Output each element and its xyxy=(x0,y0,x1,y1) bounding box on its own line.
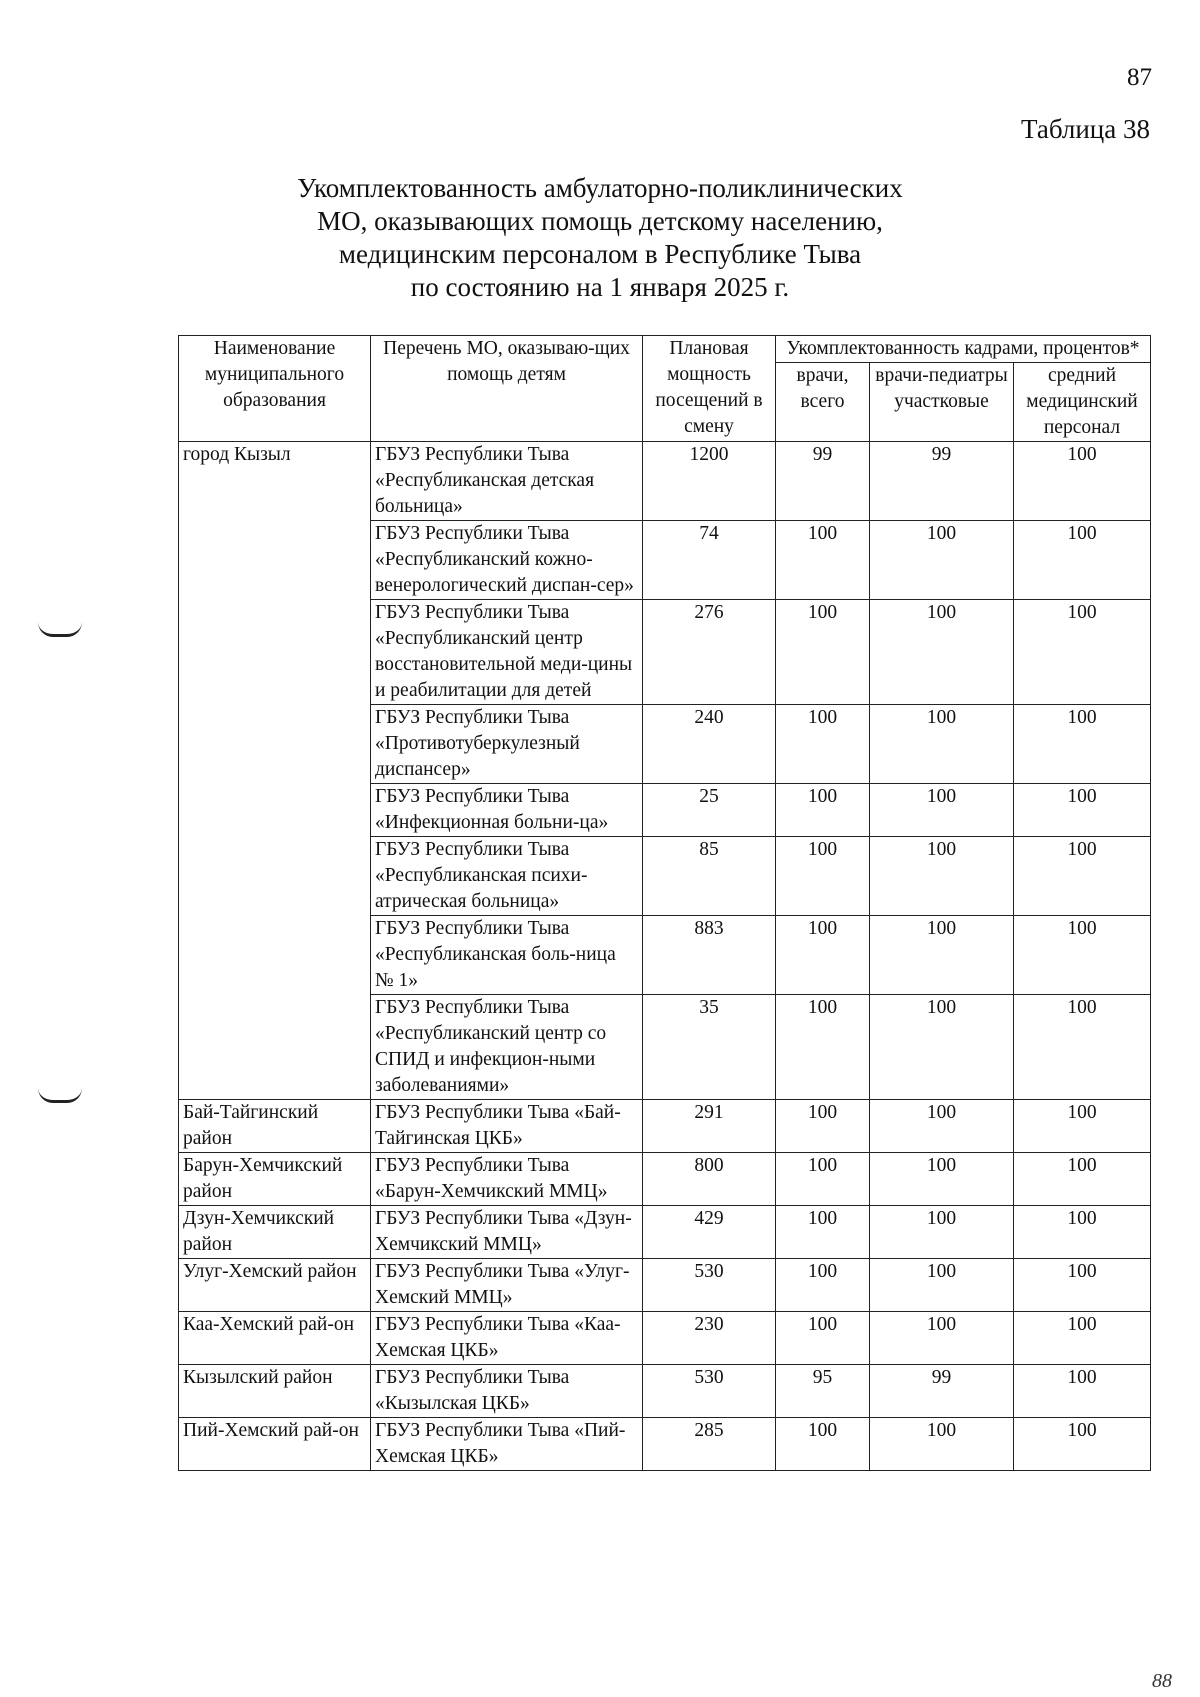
staffing-table xyxy=(178,335,1151,1471)
doctors-cell: 100 xyxy=(776,784,870,837)
table-row xyxy=(179,442,1151,521)
nurses-cell: 100 xyxy=(1014,916,1151,995)
doctors-cell: 100 xyxy=(776,995,870,1100)
pediatricians-cell: 100 xyxy=(870,521,1014,600)
nurses-cell: 100 xyxy=(1014,1100,1151,1153)
table-row xyxy=(179,1153,1151,1206)
title-line: по состоянию на 1 января 2025 г. xyxy=(410,272,790,302)
nurses-cell: 100 xyxy=(1014,784,1151,837)
nurses-cell: 100 xyxy=(1014,1418,1151,1471)
organization-cell: ГБУЗ Республики Тыва «Инфекционная больни-ца» xyxy=(371,784,643,837)
pediatricians-cell: 99 xyxy=(870,1365,1014,1418)
table-row xyxy=(179,1365,1151,1418)
table-row xyxy=(179,1100,1151,1153)
header-organizations: Перечень МО, оказываю-щих помощь детям xyxy=(371,336,643,442)
pediatricians-cell: 100 xyxy=(870,837,1014,916)
capacity-cell: 429 xyxy=(643,1206,776,1259)
title-line: МО, оказывающих помощь детскому населению, xyxy=(317,206,883,236)
capacity-cell: 276 xyxy=(643,600,776,705)
organization-cell: ГБУЗ Республики Тыва «Улуг-Хемский ММЦ» xyxy=(371,1259,643,1312)
capacity-cell: 1200 xyxy=(643,442,776,521)
header-staffing-group: Укомплектованность кадрами, процентов* xyxy=(776,336,1151,363)
doctors-cell: 100 xyxy=(776,916,870,995)
organization-cell: ГБУЗ Республики Тыва «Каа-Хемская ЦКБ» xyxy=(371,1312,643,1365)
pediatricians-cell: 100 xyxy=(870,1259,1014,1312)
organization-cell: ГБУЗ Республики Тыва «Противотуберкулезный диспансер» xyxy=(371,705,643,784)
doctors-cell: 100 xyxy=(776,600,870,705)
title-line: медицинским персоналом в Республике Тыва xyxy=(338,239,862,269)
table-row xyxy=(179,1206,1151,1259)
capacity-cell: 85 xyxy=(643,837,776,916)
table-body xyxy=(179,442,1151,1471)
nurses-cell: 100 xyxy=(1014,837,1151,916)
pediatricians-cell: 100 xyxy=(870,705,1014,784)
pediatricians-cell: 100 xyxy=(870,1418,1014,1471)
organization-cell: ГБУЗ Республики Тыва «Республиканский центр восстановительной меди-цины и реабилитации для детей xyxy=(371,600,643,705)
municipality-cell: Каа-Хемский рай-он xyxy=(179,1312,371,1365)
doctors-cell: 100 xyxy=(776,705,870,784)
doctors-cell: 100 xyxy=(776,1206,870,1259)
nurses-cell: 100 xyxy=(1014,995,1151,1100)
capacity-cell: 291 xyxy=(643,1100,776,1153)
capacity-cell: 74 xyxy=(643,521,776,600)
pediatricians-cell: 100 xyxy=(870,1100,1014,1153)
nurses-cell: 100 xyxy=(1014,442,1151,521)
capacity-cell: 883 xyxy=(643,916,776,995)
organization-cell: ГБУЗ Республики Тыва «Республиканская боль-ница № 1» xyxy=(371,916,643,995)
nurses-cell: 100 xyxy=(1014,1365,1151,1418)
title-line: Укомплектованность амбулаторно-поликлинических xyxy=(297,173,903,203)
pediatricians-cell: 99 xyxy=(870,442,1014,521)
doctors-cell: 100 xyxy=(776,1312,870,1365)
table-row xyxy=(179,1312,1151,1365)
capacity-cell: 240 xyxy=(643,705,776,784)
nurses-cell: 100 xyxy=(1014,600,1151,705)
table-label: Таблица 38 xyxy=(1021,114,1150,144)
capacity-cell: 800 xyxy=(643,1153,776,1206)
municipality-cell: Дзун-Хемчикский район xyxy=(179,1206,371,1259)
organization-cell: ГБУЗ Республики Тыва «Барун-Хемчикский ММЦ» xyxy=(371,1153,643,1206)
organization-cell: ГБУЗ Республики Тыва «Пий-Хемская ЦКБ» xyxy=(371,1418,643,1471)
municipality-cell: Улуг-Хемский район xyxy=(179,1259,371,1312)
nurses-cell: 100 xyxy=(1014,1153,1151,1206)
header-municipality: Наименование муниципального образования xyxy=(179,336,371,442)
capacity-cell: 285 xyxy=(643,1418,776,1471)
header-pediatricians: врачи-педиатры участковые xyxy=(870,363,1014,442)
municipality-cell: Кызылский район xyxy=(179,1365,371,1418)
nurses-cell: 100 xyxy=(1014,705,1151,784)
municipality-cell: Бай-Тайгинский район xyxy=(179,1100,371,1153)
doctors-cell: 100 xyxy=(776,1418,870,1471)
organization-cell: ГБУЗ Республики Тыва «Республиканский центр со СПИД и инфекцион-ными заболеваниями» xyxy=(371,995,643,1100)
header-capacity: Плановая мощность посещений в смену xyxy=(643,336,776,442)
scan-edge-mark xyxy=(38,622,82,637)
capacity-cell: 230 xyxy=(643,1312,776,1365)
doctors-cell: 100 xyxy=(776,1259,870,1312)
pediatricians-cell: 100 xyxy=(870,784,1014,837)
pediatricians-cell: 100 xyxy=(870,1153,1014,1206)
organization-cell: ГБУЗ Республики Тыва «Республиканская психи-атрическая больница» xyxy=(371,837,643,916)
nurses-cell: 100 xyxy=(1014,1259,1151,1312)
pediatricians-cell: 100 xyxy=(870,1312,1014,1365)
capacity-cell: 530 xyxy=(643,1259,776,1312)
pediatricians-cell: 100 xyxy=(870,600,1014,705)
doctors-cell: 100 xyxy=(776,521,870,600)
capacity-cell: 25 xyxy=(643,784,776,837)
page-number: 87 xyxy=(1127,64,1152,91)
capacity-cell: 35 xyxy=(643,995,776,1100)
organization-cell: ГБУЗ Республики Тыва «Кызылская ЦКБ» xyxy=(371,1365,643,1418)
municipality-cell: Барун-Хемчикский район xyxy=(179,1153,371,1206)
organization-cell: ГБУЗ Республики Тыва «Дзун-Хемчикский ММЦ» xyxy=(371,1206,643,1259)
header-nurses: средний медицинский персонал xyxy=(1014,363,1151,442)
nurses-cell: 100 xyxy=(1014,1312,1151,1365)
organization-cell: ГБУЗ Республики Тыва «Бай-Тайгинская ЦКБ» xyxy=(371,1100,643,1153)
header-row xyxy=(179,336,1151,363)
pediatricians-cell: 100 xyxy=(870,995,1014,1100)
doctors-cell: 100 xyxy=(776,1153,870,1206)
doctors-cell: 100 xyxy=(776,1100,870,1153)
scan-edge-mark xyxy=(38,1088,82,1103)
corner-mark: 88 xyxy=(1152,1670,1172,1692)
doctors-cell: 99 xyxy=(776,442,870,521)
municipality-cell: город Кызыл xyxy=(179,442,371,1100)
doctors-cell: 95 xyxy=(776,1365,870,1418)
organization-cell: ГБУЗ Республики Тыва «Республиканская детская больница» xyxy=(371,442,643,521)
table-title xyxy=(0,172,1200,304)
municipality-cell: Пий-Хемский рай-он xyxy=(179,1418,371,1471)
table-row xyxy=(179,1259,1151,1312)
table-row xyxy=(179,1418,1151,1471)
header-doctors-total: врачи, всего xyxy=(776,363,870,442)
nurses-cell: 100 xyxy=(1014,521,1151,600)
nurses-cell: 100 xyxy=(1014,1206,1151,1259)
pediatricians-cell: 100 xyxy=(870,1206,1014,1259)
organization-cell: ГБУЗ Республики Тыва «Республиканский кожно-венерологический диспан-сер» xyxy=(371,521,643,600)
capacity-cell: 530 xyxy=(643,1365,776,1418)
pediatricians-cell: 100 xyxy=(870,916,1014,995)
doctors-cell: 100 xyxy=(776,837,870,916)
